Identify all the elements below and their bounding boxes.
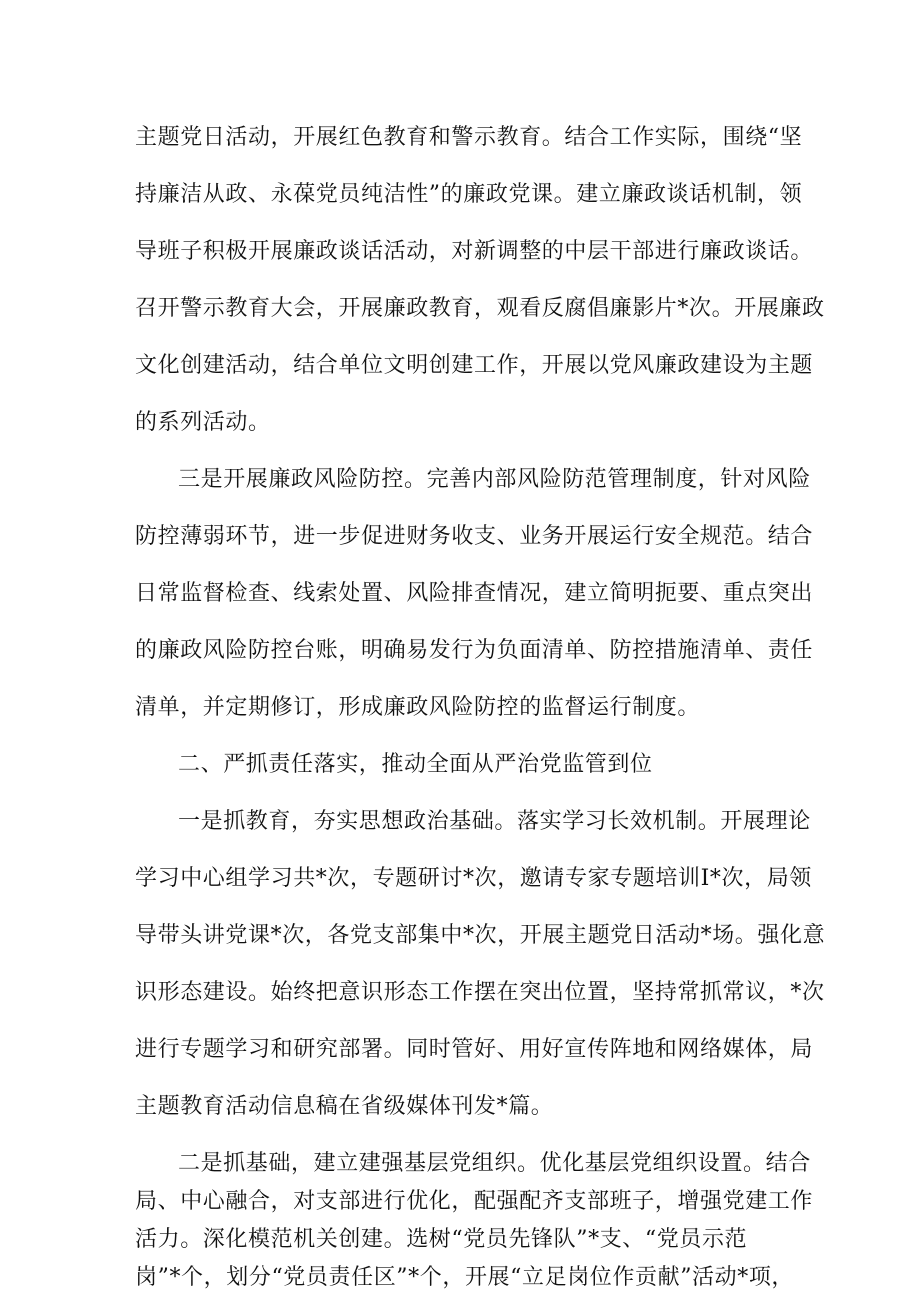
- text-line: 识形态建设。始终把意识形态工作摆在突出位置，坚持常抓常议，*次: [135, 980, 825, 1005]
- text-line: 主题党日活动，开展红色教育和警示教育。结合工作实际，围绕“坚: [135, 125, 803, 150]
- text-line: 主题教育活动信息稿在省级媒体刊发*篇。: [135, 1094, 554, 1119]
- section-heading: 二、严抓责任落实，推动全面从严治党监管到位: [178, 752, 653, 777]
- text-line: 文化创建活动，结合单位文明创建工作，开展以党风廉政建设为主题: [135, 353, 814, 378]
- text-line: 防控薄弱环节，进一步促进财务收支、业务开展运行安全规范。结合: [135, 524, 814, 549]
- text-line: 的廉政风险防控台账，明确易发行为负面清单、防控措施清单、责任: [135, 638, 814, 663]
- text-line: 进行专题学习和研究部署。同时管好、用好宣传阵地和网络媒体，局: [135, 1037, 814, 1062]
- text-line: 岗”*个，划分“党员责任区”*个，开展“立足岗位作贡献”活动*项，: [135, 1265, 795, 1290]
- text-line: 导带头讲党课*次，各党支部集中*次，开展主题党日活动*场。强化意: [135, 923, 826, 948]
- text-line: 学习中心组学习共*次，专题研讨*次，邀请专家专题培训I*次，局领: [135, 866, 812, 891]
- paragraph-first-line: 二是抓基础，建立建强基层党组织。优化基层党组织设置。结合: [178, 1151, 811, 1176]
- text-line: 局、中心融合，对支部进行优化，配强配齐支部班子，增强党建工作: [135, 1189, 814, 1214]
- paragraph-first-line: 一是抓教育，夯实思想政治基础。落实学习长效机制。开展理论: [178, 809, 811, 834]
- text-line: 活力。深化模范机关创建。选树“党员先锋队”*支、“党员示范: [135, 1227, 748, 1252]
- text-line: 的系列活动。: [135, 410, 271, 435]
- text-line: 清单，并定期修订，形成廉政风险防控的监督运行制度。: [135, 695, 701, 720]
- text-line: 召开警示教育大会，开展廉政教育，观看反腐倡廉影片*次。开展廉政: [135, 296, 825, 321]
- text-line: 导班子积极开展廉政谈话活动，对新调整的中层干部进行廉政谈话。: [135, 239, 814, 264]
- text-line: 日常监督检查、线索处置、风险排查情况，建立简明扼要、重点突出: [135, 581, 814, 606]
- paragraph-first-line: 三是开展廉政风险防控。完善内部风险防范管理制度，针对风险: [178, 467, 811, 492]
- text-line: 持廉洁从政、永葆党员纯洁性”的廉政党课。建立廉政谈话机制，领: [135, 182, 803, 207]
